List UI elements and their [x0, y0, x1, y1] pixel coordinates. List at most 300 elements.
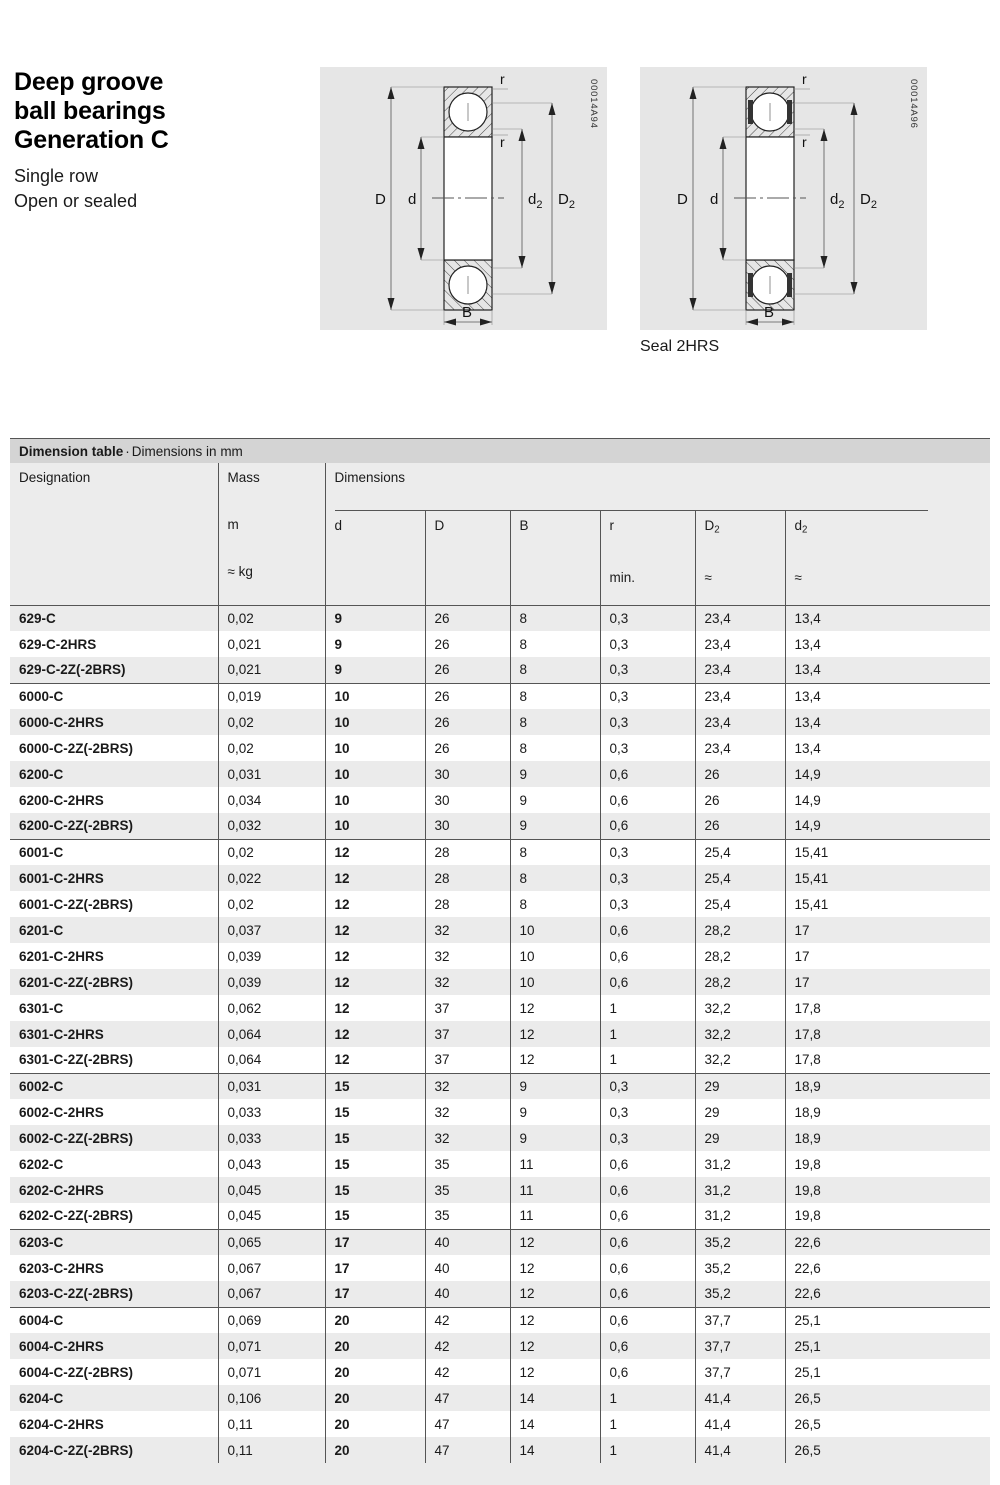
- table-row: [10, 969, 990, 995]
- svg-text:d: d: [408, 191, 417, 208]
- cell-d: 17: [325, 1255, 425, 1281]
- cell-mass: 0,019: [218, 683, 325, 709]
- cell-mass: 0,069: [218, 1307, 325, 1333]
- table-row: [10, 1177, 990, 1203]
- cell-D: 40: [425, 1281, 510, 1307]
- header-D2: $D_2$: [695, 511, 785, 563]
- header-d2: $d_2$: [785, 511, 990, 563]
- cell-B: 9: [510, 787, 600, 813]
- cell-D: 37: [425, 995, 510, 1021]
- cell-r: 0,6: [600, 761, 695, 787]
- cell-r: 0,6: [600, 1359, 695, 1385]
- cell-designation: 6201-C-2HRS: [10, 943, 218, 969]
- cell-mass: 0,071: [218, 1359, 325, 1385]
- cell-d: 10: [325, 787, 425, 813]
- cell-d: 12: [325, 1021, 425, 1047]
- table-row: [10, 735, 990, 761]
- header-D-note: [425, 563, 510, 605]
- cell-mass: 0,02: [218, 709, 325, 735]
- cell-D2: 23,4: [695, 605, 785, 631]
- cell-D: 32: [425, 1099, 510, 1125]
- cell-D: 26: [425, 631, 510, 657]
- header-dimensions-group: [325, 463, 990, 511]
- cell-B: 8: [510, 839, 600, 865]
- cell-D: 42: [425, 1333, 510, 1359]
- cell-d2: 19,8: [785, 1203, 990, 1229]
- cell-D: 35: [425, 1151, 510, 1177]
- table-row: [10, 1151, 990, 1177]
- cell-designation: 6301-C-2HRS: [10, 1021, 218, 1047]
- cell-D: 32: [425, 943, 510, 969]
- cell-B: 12: [510, 1281, 600, 1307]
- cell-r: 0,3: [600, 1099, 695, 1125]
- cell-d2: 25,1: [785, 1333, 990, 1359]
- header-d: d: [325, 511, 425, 563]
- cell-d: 10: [325, 761, 425, 787]
- cell-mass: 0,039: [218, 943, 325, 969]
- cell-r: 0,3: [600, 605, 695, 631]
- cell-D2: 25,4: [695, 891, 785, 917]
- svg-text:D: D: [677, 191, 688, 208]
- cell-d2: 26,5: [785, 1437, 990, 1463]
- svg-text:D2: $D_2$: [558, 191, 575, 211]
- title-separator: ·: [125, 444, 130, 459]
- cell-d2: 14,9: [785, 813, 990, 839]
- title-line-1: Deep groove: [14, 68, 164, 96]
- cell-r: 0,6: [600, 1255, 695, 1281]
- cell-d2: 13,4: [785, 709, 990, 735]
- cell-d2: 14,9: [785, 761, 990, 787]
- cell-designation: 629-C-2Z(-2BRS): [10, 657, 218, 683]
- subtitle-line-2: Open or sealed: [14, 191, 138, 211]
- cell-D2: 31,2: [695, 1177, 785, 1203]
- cell-D2: 32,2: [695, 1047, 785, 1073]
- cell-mass: 0,02: [218, 839, 325, 865]
- cell-D2: 23,4: [695, 657, 785, 683]
- cell-D2: 35,2: [695, 1229, 785, 1255]
- cell-mass: 0,062: [218, 995, 325, 1021]
- cell-mass: 0,071: [218, 1333, 325, 1359]
- cell-d: 10: [325, 813, 425, 839]
- cell-d2: 25,1: [785, 1307, 990, 1333]
- cell-d2: 26,5: [785, 1411, 990, 1437]
- cell-B: 9: [510, 1099, 600, 1125]
- cell-d2: 25,1: [785, 1359, 990, 1385]
- cell-B: 12: [510, 1307, 600, 1333]
- cell-r: 1: [600, 1021, 695, 1047]
- cell-D: 32: [425, 1073, 510, 1099]
- table-row: [10, 631, 990, 657]
- cell-r: 0,3: [600, 865, 695, 891]
- cell-mass: 0,02: [218, 735, 325, 761]
- cell-designation: 6001-C-2HRS: [10, 865, 218, 891]
- figure-open-bearing: [320, 67, 607, 330]
- cell-r: 0,6: [600, 813, 695, 839]
- cell-r: 0,3: [600, 1125, 695, 1151]
- cell-D: 32: [425, 917, 510, 943]
- figure-code-sealed: 00014A96: [908, 79, 919, 129]
- table-row: [10, 1385, 990, 1411]
- cell-designation: 6301-C-2Z(-2BRS): [10, 1047, 218, 1073]
- table-row: [10, 891, 990, 917]
- table-row: [10, 1411, 990, 1437]
- table-row: [10, 1125, 990, 1151]
- cell-D2: 29: [695, 1073, 785, 1099]
- cell-r: 1: [600, 1411, 695, 1437]
- cell-d2: 22,6: [785, 1255, 990, 1281]
- cell-B: 12: [510, 1255, 600, 1281]
- cell-d: 12: [325, 995, 425, 1021]
- svg-text:D2: $D_2$: [860, 191, 877, 211]
- cell-d2: 15,41: [785, 839, 990, 865]
- cell-D2: 41,4: [695, 1437, 785, 1463]
- cell-r: 1: [600, 995, 695, 1021]
- cell-designation: 6204-C: [10, 1385, 218, 1411]
- cell-mass: 0,022: [218, 865, 325, 891]
- table-row: [10, 787, 990, 813]
- cell-B: 8: [510, 709, 600, 735]
- cell-r: 0,6: [600, 1281, 695, 1307]
- cell-d2: 19,8: [785, 1177, 990, 1203]
- cell-D: 47: [425, 1385, 510, 1411]
- title-line-3: Generation C: [14, 126, 169, 154]
- cell-d: 12: [325, 839, 425, 865]
- dimension-table: [10, 463, 990, 1463]
- cell-d: 10: [325, 709, 425, 735]
- cell-d2: 18,9: [785, 1099, 990, 1125]
- cell-d2: 22,6: [785, 1281, 990, 1307]
- header-mass-symbol: m: [227, 517, 239, 532]
- header-B: B: [510, 511, 600, 563]
- cell-D: 40: [425, 1255, 510, 1281]
- cell-D2: 28,2: [695, 943, 785, 969]
- cell-mass: 0,031: [218, 1073, 325, 1099]
- cell-D: 30: [425, 813, 510, 839]
- cell-d: 12: [325, 917, 425, 943]
- cell-D2: 37,7: [695, 1307, 785, 1333]
- cell-D2: 28,2: [695, 969, 785, 995]
- header-dimensions: Dimensions: [334, 470, 406, 485]
- cell-D: 42: [425, 1307, 510, 1333]
- cell-designation: 6200-C-2HRS: [10, 787, 218, 813]
- cell-D: 35: [425, 1177, 510, 1203]
- cell-mass: 0,032: [218, 813, 325, 839]
- header-d-note: [325, 563, 425, 605]
- svg-text:d2: $d_2$: [830, 191, 845, 211]
- cell-D2: 37,7: [695, 1333, 785, 1359]
- cell-mass: 0,067: [218, 1281, 325, 1307]
- cell-B: 12: [510, 1333, 600, 1359]
- cell-D2: 41,4: [695, 1385, 785, 1411]
- cell-D: 47: [425, 1411, 510, 1437]
- cell-d: 12: [325, 891, 425, 917]
- table-row: [10, 1073, 990, 1099]
- cell-d: 20: [325, 1411, 425, 1437]
- cell-d: 9: [325, 605, 425, 631]
- cell-B: 14: [510, 1437, 600, 1463]
- svg-text:d2: $d_2$: [528, 191, 543, 211]
- cell-r: 1: [600, 1437, 695, 1463]
- cell-d2: 19,8: [785, 1151, 990, 1177]
- cell-d: 9: [325, 657, 425, 683]
- cell-r: 0,6: [600, 917, 695, 943]
- cell-d: 15: [325, 1177, 425, 1203]
- cell-d: 17: [325, 1281, 425, 1307]
- cell-mass: 0,02: [218, 891, 325, 917]
- cell-r: 0,3: [600, 891, 695, 917]
- cell-designation: 6001-C: [10, 839, 218, 865]
- cell-d2: 17: [785, 969, 990, 995]
- cell-D: 47: [425, 1437, 510, 1463]
- cell-D: 26: [425, 605, 510, 631]
- cell-d2: 17,8: [785, 1021, 990, 1047]
- cell-D2: 26: [695, 761, 785, 787]
- page-header: [0, 0, 1000, 380]
- table-row: [10, 1307, 990, 1333]
- cell-d: 20: [325, 1307, 425, 1333]
- svg-text:r: r: [802, 71, 807, 87]
- cell-d: 12: [325, 1047, 425, 1073]
- cell-D2: 31,2: [695, 1151, 785, 1177]
- cell-B: 14: [510, 1385, 600, 1411]
- cell-d2: 14,9: [785, 787, 990, 813]
- cell-D2: 23,4: [695, 735, 785, 761]
- cell-d2: 13,4: [785, 631, 990, 657]
- cell-d: 15: [325, 1125, 425, 1151]
- cell-B: 11: [510, 1203, 600, 1229]
- cell-r: 0,6: [600, 943, 695, 969]
- svg-text:r: r: [802, 134, 807, 150]
- cell-r: 0,3: [600, 657, 695, 683]
- cell-d: 20: [325, 1437, 425, 1463]
- cell-designation: 6203-C-2HRS: [10, 1255, 218, 1281]
- cell-B: 11: [510, 1177, 600, 1203]
- svg-text:d: d: [710, 191, 719, 208]
- cell-d2: 13,4: [785, 657, 990, 683]
- cell-d: 15: [325, 1203, 425, 1229]
- cell-designation: 6202-C: [10, 1151, 218, 1177]
- cell-B: 9: [510, 1125, 600, 1151]
- svg-text:r: r: [500, 134, 505, 150]
- cell-mass: 0,037: [218, 917, 325, 943]
- cell-designation: 6204-C-2HRS: [10, 1411, 218, 1437]
- cell-designation: 6004-C-2Z(-2BRS): [10, 1359, 218, 1385]
- header-mass-cell: [218, 463, 325, 605]
- cell-r: 0,6: [600, 1229, 695, 1255]
- cell-d2: 13,4: [785, 605, 990, 631]
- cell-B: 8: [510, 735, 600, 761]
- cell-B: 9: [510, 761, 600, 787]
- subtitle-line-1: Single row: [14, 166, 99, 186]
- cell-r: 0,6: [600, 1203, 695, 1229]
- cell-designation: 6002-C-2Z(-2BRS): [10, 1125, 218, 1151]
- cell-designation: 6002-C: [10, 1073, 218, 1099]
- table-row: [10, 943, 990, 969]
- table-row: [10, 995, 990, 1021]
- cell-D: 26: [425, 735, 510, 761]
- figure-code-open: 00014A94: [588, 79, 599, 129]
- table-body: [10, 605, 990, 1463]
- cell-D2: 23,4: [695, 709, 785, 735]
- cell-d: 20: [325, 1359, 425, 1385]
- cell-designation: 6301-C: [10, 995, 218, 1021]
- table-row: [10, 709, 990, 735]
- figure-sealed-bearing: [640, 67, 927, 330]
- cell-B: 8: [510, 631, 600, 657]
- table-row: [10, 1255, 990, 1281]
- cell-r: 1: [600, 1047, 695, 1073]
- cell-designation: 6200-C-2Z(-2BRS): [10, 813, 218, 839]
- cell-mass: 0,043: [218, 1151, 325, 1177]
- cell-designation: 6000-C-2Z(-2BRS): [10, 735, 218, 761]
- cell-designation: 629-C: [10, 605, 218, 631]
- table-row: [10, 865, 990, 891]
- cell-D: 37: [425, 1047, 510, 1073]
- dimension-table-title-bold: Dimension table: [19, 444, 124, 459]
- cell-d2: 17,8: [785, 1047, 990, 1073]
- cell-d2: 17: [785, 943, 990, 969]
- cell-mass: 0,034: [218, 787, 325, 813]
- cell-B: 12: [510, 1047, 600, 1073]
- title-line-2: ball bearings: [14, 97, 166, 125]
- cell-B: 8: [510, 683, 600, 709]
- cell-d2: 22,6: [785, 1229, 990, 1255]
- cell-mass: 0,067: [218, 1255, 325, 1281]
- table-row: [10, 917, 990, 943]
- cell-D: 28: [425, 891, 510, 917]
- cell-mass: 0,033: [218, 1099, 325, 1125]
- svg-text:B: B: [462, 304, 473, 321]
- cell-d2: 13,4: [785, 735, 990, 761]
- header-mass-unit: ≈ kg: [227, 564, 253, 579]
- figure-caption-seal: Seal 2HRS: [640, 338, 720, 355]
- cell-d: 10: [325, 683, 425, 709]
- cell-mass: 0,106: [218, 1385, 325, 1411]
- table-row: [10, 1437, 990, 1463]
- cell-r: 0,6: [600, 1333, 695, 1359]
- cell-D: 26: [425, 657, 510, 683]
- header-D: D: [425, 511, 510, 563]
- cell-d: 12: [325, 969, 425, 995]
- header-d2-note: ≈: [785, 563, 990, 605]
- cell-mass: 0,021: [218, 631, 325, 657]
- cell-r: 0,3: [600, 631, 695, 657]
- cell-D: 30: [425, 761, 510, 787]
- cell-D2: 31,2: [695, 1203, 785, 1229]
- cell-d2: 17: [785, 917, 990, 943]
- cell-r: 0,6: [600, 787, 695, 813]
- cell-mass: 0,065: [218, 1229, 325, 1255]
- cell-B: 10: [510, 917, 600, 943]
- table-row: [10, 761, 990, 787]
- cell-d2: 15,41: [785, 891, 990, 917]
- cell-D2: 29: [695, 1099, 785, 1125]
- cell-d: 17: [325, 1229, 425, 1255]
- dimension-table-title: [10, 438, 990, 463]
- header-B-note: [510, 563, 600, 605]
- cell-D2: 32,2: [695, 1021, 785, 1047]
- cell-D2: 26: [695, 787, 785, 813]
- cell-designation: 629-C-2HRS: [10, 631, 218, 657]
- table-header: [10, 463, 990, 605]
- cell-designation: 6203-C-2Z(-2BRS): [10, 1281, 218, 1307]
- header-D2-note: ≈: [695, 563, 785, 605]
- cell-designation: 6204-C-2Z(-2BRS): [10, 1437, 218, 1463]
- cell-mass: 0,11: [218, 1411, 325, 1437]
- cell-D: 35: [425, 1203, 510, 1229]
- table-row: [10, 1229, 990, 1255]
- cell-B: 12: [510, 1359, 600, 1385]
- svg-text:r: r: [500, 71, 505, 87]
- cell-r: 0,3: [600, 1073, 695, 1099]
- cell-r: 0,6: [600, 1151, 695, 1177]
- table-row: [10, 1359, 990, 1385]
- cell-r: 0,3: [600, 735, 695, 761]
- cell-B: 11: [510, 1151, 600, 1177]
- cell-D2: 25,4: [695, 865, 785, 891]
- cell-B: 10: [510, 943, 600, 969]
- cell-r: 0,3: [600, 709, 695, 735]
- cell-designation: 6000-C-2HRS: [10, 709, 218, 735]
- cell-designation: 6202-C-2HRS: [10, 1177, 218, 1203]
- table-row: [10, 839, 990, 865]
- svg-text:B: B: [764, 304, 775, 321]
- cell-r: 0,6: [600, 969, 695, 995]
- cell-mass: 0,064: [218, 1021, 325, 1047]
- header-r-note: min.: [600, 563, 695, 605]
- table-row: [10, 1099, 990, 1125]
- cell-designation: 6004-C-2HRS: [10, 1333, 218, 1359]
- cell-B: 8: [510, 891, 600, 917]
- cell-d2: 26,5: [785, 1385, 990, 1411]
- cell-r: 0,6: [600, 1307, 695, 1333]
- cell-designation: 6004-C: [10, 1307, 218, 1333]
- cell-d: 10: [325, 735, 425, 761]
- cell-D2: 32,2: [695, 995, 785, 1021]
- cell-d: 15: [325, 1099, 425, 1125]
- cell-mass: 0,033: [218, 1125, 325, 1151]
- cell-mass: 0,045: [218, 1177, 325, 1203]
- cell-B: 8: [510, 865, 600, 891]
- table-row: [10, 683, 990, 709]
- cell-D2: 37,7: [695, 1359, 785, 1385]
- cell-D2: 35,2: [695, 1281, 785, 1307]
- cell-designation: 6202-C-2Z(-2BRS): [10, 1203, 218, 1229]
- cell-designation: 6000-C: [10, 683, 218, 709]
- cell-D2: 35,2: [695, 1255, 785, 1281]
- cell-d: 15: [325, 1151, 425, 1177]
- table-row: [10, 1021, 990, 1047]
- cell-designation: 6203-C: [10, 1229, 218, 1255]
- cell-D2: 41,4: [695, 1411, 785, 1437]
- header-r: r: [600, 511, 695, 563]
- cell-D: 28: [425, 839, 510, 865]
- cell-D: 40: [425, 1229, 510, 1255]
- cell-B: 10: [510, 969, 600, 995]
- cell-d: 20: [325, 1385, 425, 1411]
- cell-d2: 18,9: [785, 1125, 990, 1151]
- cell-mass: 0,11: [218, 1437, 325, 1463]
- header-designation: Designation: [10, 463, 218, 605]
- page-title: [14, 68, 314, 214]
- cell-D2: 25,4: [695, 839, 785, 865]
- cell-r: 0,6: [600, 1177, 695, 1203]
- cell-r: 0,3: [600, 839, 695, 865]
- cell-mass: 0,031: [218, 761, 325, 787]
- table-footer-band: [10, 1463, 990, 1485]
- cell-D: 28: [425, 865, 510, 891]
- cell-B: 14: [510, 1411, 600, 1437]
